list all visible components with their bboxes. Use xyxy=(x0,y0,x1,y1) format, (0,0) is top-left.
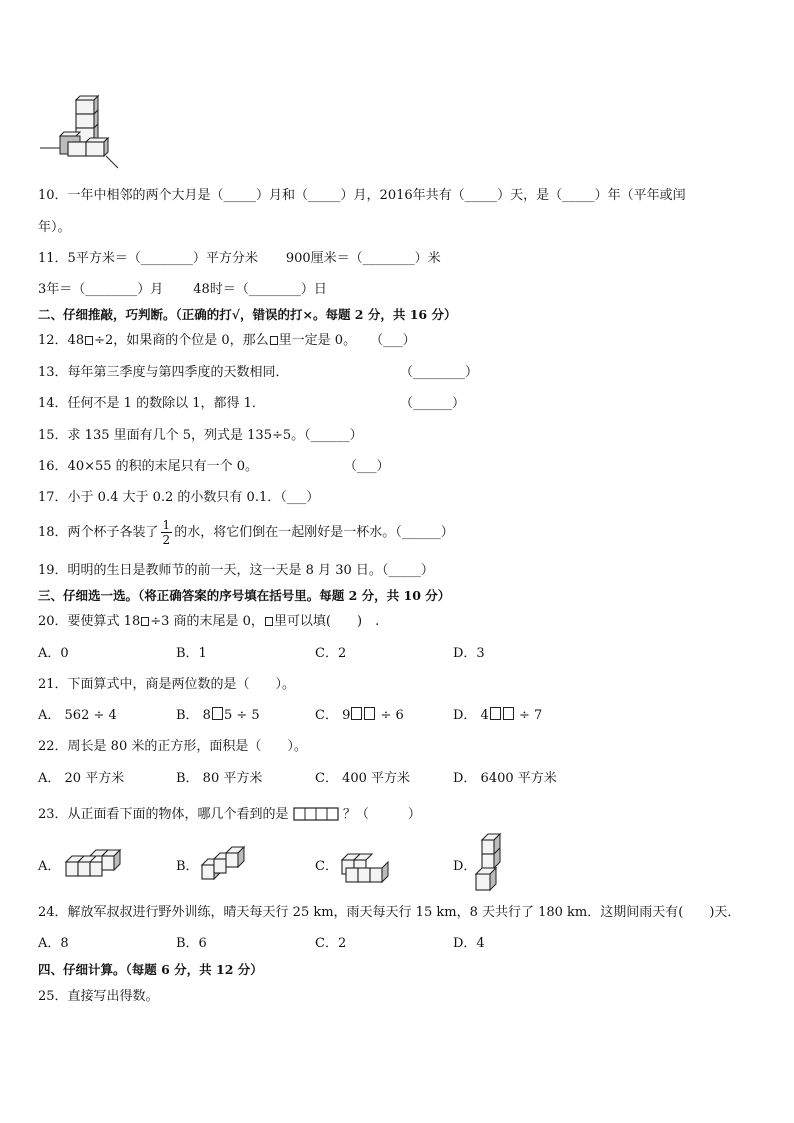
q23-option-d-label[interactable]: D． xyxy=(453,859,477,874)
blank-box xyxy=(141,617,149,626)
q23-option-a-label[interactable]: A． xyxy=(38,859,61,874)
q20-option-a[interactable]: A．0 xyxy=(38,646,69,661)
q11-part4: 48时＝（________）日 xyxy=(193,282,327,297)
question-19: 19．明明的生日是教师节的前一天，这一天是 8 月 30 日。（_____） xyxy=(38,563,434,578)
q21-option-d[interactable]: D． 4 ÷ 7 xyxy=(453,708,543,723)
question-15: 15．求 135 里面有几个 5，列式是 135÷5。（______） xyxy=(38,428,363,443)
question-11-line1 xyxy=(38,250,441,268)
question-14-blank: （______） xyxy=(400,396,466,411)
q21-option-b[interactable]: B． 8 5 ÷ 5 xyxy=(176,708,260,723)
question-10: 10．一年中相邻的两个大月是（_____）月和（_____）月，2016年共有（_____）天，是（_____）年（平年或闰 xyxy=(38,188,686,203)
blank-box xyxy=(503,707,514,720)
question-13: 13．每年第三季度与第四季度的天数相同． xyxy=(38,365,289,380)
q20-option-d[interactable]: D．3 xyxy=(453,646,485,661)
q21-option-a[interactable]: A． 562 ÷ 4 xyxy=(38,708,117,723)
q24-option-c[interactable]: C．2 xyxy=(315,936,347,951)
blank-box xyxy=(270,336,278,345)
q21-option-c[interactable]: C． 9 ÷ 6 xyxy=(315,708,404,723)
question-18: 18．两个杯子各装了 $\frac{1}{2}$ 的水，将它们倒在一起刚好是一杯水。（______） xyxy=(38,518,454,547)
question-13-blank: （________） xyxy=(400,365,479,380)
front-view-icon xyxy=(293,807,339,821)
question-17: 17．小于 0.4 大于 0.2 的小数只有 0.1．（___） xyxy=(38,490,320,505)
q23-option-c-cubes xyxy=(338,850,394,884)
q22-option-c[interactable]: C． 400 平方米 xyxy=(315,771,411,786)
q23-option-c-label[interactable]: C． xyxy=(315,859,338,874)
blank-box xyxy=(212,707,223,720)
q24-option-d[interactable]: D．4 xyxy=(453,936,485,951)
q24-option-b[interactable]: B．6 xyxy=(176,936,207,951)
blank-box xyxy=(265,617,273,626)
blank-box xyxy=(490,707,501,720)
question-24: 24．解放军叔叔进行野外训练，晴天每天行 25 km，雨天每天行 15 km，8 天共行了 180 km．这期间雨天有( )天． xyxy=(38,905,741,920)
stacked-cubes-figure xyxy=(40,92,120,172)
question-16: 16．40×55 的积的末尾只有一个 0。 xyxy=(38,459,259,474)
question-11-line2 xyxy=(38,281,327,299)
q23-option-d-cubes xyxy=(474,834,506,896)
blank-box xyxy=(364,707,375,720)
q20-option-b[interactable]: B．1 xyxy=(176,646,207,661)
blank-box xyxy=(351,707,362,720)
q22-option-d[interactable]: D． 6400 平方米 xyxy=(453,771,557,786)
question-12: 12．48 ÷2，如果商的个位是 0，那么 里一定是 0。 （___） xyxy=(38,333,416,348)
q23-option-b-cubes xyxy=(200,847,252,883)
question-14: 14．任何不是 1 的数除以 1，都得 1． xyxy=(38,396,265,411)
fraction-one-half: $\frac{1}{2}$ xyxy=(162,518,171,547)
question-22: 22．周长是 80 米的正方形，面积是（ ）。 xyxy=(38,739,307,754)
q22-option-b[interactable]: B． 80 平方米 xyxy=(176,771,263,786)
q23-option-b-label[interactable]: B． xyxy=(176,859,199,874)
blank-box xyxy=(85,336,93,345)
q24-option-a[interactable]: A．8 xyxy=(38,936,69,951)
question-23: 23．从正面看下面的物体，哪几个看到的是 ？（ ） xyxy=(38,807,421,822)
question-16-blank: （___） xyxy=(344,459,390,474)
section-3-heading: 三、仔细选一选。（将正确答案的序号填在括号里。每题 2 分，共 10 分） xyxy=(38,588,451,603)
q11-part3: 3年＝（________）月 xyxy=(38,282,164,297)
question-20: 20．要使算式 18 ÷3 商的末尾是 0， 里可以填( ) . xyxy=(38,614,380,629)
section-2-heading: 二、仔细推敲，巧判断。（正确的打√，错误的打×。每题 2 分，共 16 分） xyxy=(38,307,457,322)
section-4-heading: 四、仔细计算。（每题 6 分，共 12 分） xyxy=(38,962,263,977)
q11-part2: 900厘米＝（________）米 xyxy=(285,251,441,266)
q22-option-a[interactable]: A． 20 平方米 xyxy=(38,771,125,786)
q11-part1: 11．5平方米＝（________）平方分米 xyxy=(38,251,258,266)
q20-option-c[interactable]: C．2 xyxy=(315,646,347,661)
q23-option-a-cubes xyxy=(62,850,122,882)
question-25: 25．直接写出得数。 xyxy=(38,989,159,1004)
question-10-continued: 年）。 xyxy=(38,220,71,235)
question-21: 21．下面算式中，商是两位数的是（ ）。 xyxy=(38,677,296,692)
